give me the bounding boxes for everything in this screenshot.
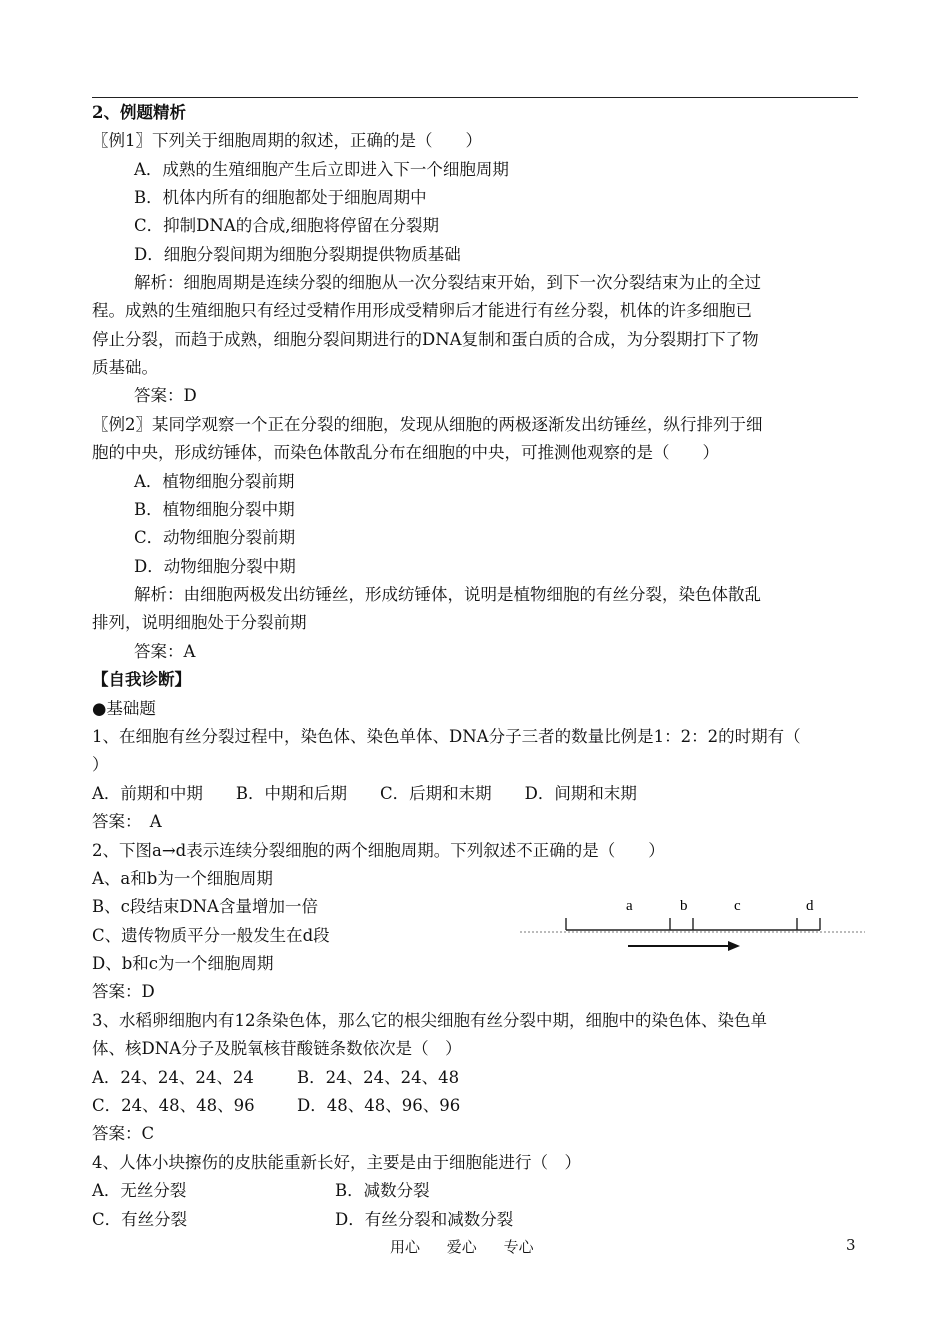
example1-option-d: D．细胞分裂间期为细胞分裂期提供物质基础 — [134, 245, 461, 264]
arrow-head — [728, 941, 740, 951]
q3-option-c: C．24、48、48、96 — [92, 1096, 255, 1115]
q2-question: 2、下图a→d表示连续分裂细胞的两个细胞周期。下列叙述不正确的是（ ） — [92, 841, 665, 860]
example1-option-b: B．机体内所有的细胞都处于细胞周期中 — [134, 188, 427, 207]
footer-text: 爱心 — [446, 1238, 477, 1256]
example1-answer: 答案：D — [134, 386, 197, 405]
example2-question-line: 〖例2〗某同学观察一个正在分裂的细胞，发现从细胞的两极逐渐发出纺锤丝，纵行排列于细 — [92, 415, 763, 434]
q4-option-a: A．无丝分裂 — [92, 1181, 187, 1200]
q4-options-row — [92, 1210, 514, 1230]
footer-text: 用心 — [390, 1238, 421, 1256]
segment-label-b: b — [680, 898, 688, 914]
example1-analysis-line: 解析：细胞周期是连续分裂的细胞从一次分裂结束开始，到下一次分裂结束为止的全过 — [134, 273, 761, 292]
q3-line: 体、核DNA分子及脱氧核苷酸链条数依次是（ ） — [92, 1039, 462, 1058]
example2-option-c: C．动物细胞分裂前期 — [134, 528, 296, 547]
q2-option-c: C、遗传物质平分一般发生在d段 — [92, 926, 330, 945]
example2-option-d: D．动物细胞分裂中期 — [134, 557, 296, 576]
example1-option-a: A．成熟的生殖细胞产生后立即进入下一个细胞周期 — [134, 160, 509, 179]
example1-analysis-line: 程。成熟的生殖细胞只有经过受精作用形成受精卵后才能进行有丝分裂，机体的许多细胞已 — [92, 301, 752, 320]
q3-option-a: A．24、24、24、24 — [92, 1068, 254, 1087]
basic-title: ●基础题 — [92, 699, 156, 718]
q3-options-row — [92, 1068, 460, 1088]
example1-analysis-line: 质基础。 — [92, 358, 158, 377]
example1-option-c: C．抑制DNA的合成,细胞将停留在分裂期 — [134, 216, 439, 235]
example1-question: 〖例1〗下列关于细胞周期的叙述，正确的是（ ） — [92, 131, 482, 150]
example2-analysis-line: 排列，说明细胞处于分裂前期 — [92, 613, 307, 632]
example2-option-a: A．植物细胞分裂前期 — [134, 472, 295, 491]
q2-option-d: D、b和c为一个细胞周期 — [92, 954, 274, 973]
q1-line: 1、在细胞有丝分裂过程中，染色体、染色单体、DNA分子三者的数量比例是1：2：2的时期有（ — [92, 727, 801, 746]
q4-option-c: C．有丝分裂 — [92, 1210, 188, 1229]
q4-option-b: B．减数分裂 — [335, 1181, 430, 1200]
q3-option-d: D．48、48、96、96 — [297, 1096, 461, 1115]
self-diagnosis-title: 【自我诊断】 — [92, 670, 191, 689]
q3-options-row — [92, 1096, 461, 1116]
q4-option-d: D．有丝分裂和减数分裂 — [335, 1210, 514, 1229]
q4-question: 4、人体小块擦伤的皮肤能重新长好，主要是由于细胞能进行（ ） — [92, 1153, 581, 1172]
q2-answer: 答案：D — [92, 982, 155, 1001]
footer-text: 专心 — [503, 1238, 534, 1256]
section-title: 2、例题精析 — [92, 103, 186, 122]
cell-cycle-figure — [520, 890, 865, 960]
segment-label-d: d — [806, 898, 814, 914]
q3-option-b: B．24、24、24、48 — [297, 1068, 460, 1087]
q1-answer: 答案： A — [92, 812, 162, 831]
q2-option-a: A、a和b为一个细胞周期 — [92, 869, 273, 888]
q3-answer: 答案：C — [92, 1124, 155, 1143]
example2-option-b: B．植物细胞分裂中期 — [134, 500, 295, 519]
q4-options-row — [92, 1181, 430, 1201]
example2-answer: 答案：A — [134, 642, 196, 661]
q2-option-b: B、c段结束DNA含量增加一倍 — [92, 897, 318, 916]
segment-label-c: c — [734, 898, 741, 914]
q3-line: 3、水稻卵细胞内有12条染色体，那么它的根尖细胞有丝分裂中期，细胞中的染色体、染色单 — [92, 1011, 767, 1030]
segment-label-a: a — [626, 898, 633, 914]
q1-options: A．前期和中期 B．中期和后期 C．后期和末期 D．间期和末期 — [92, 784, 637, 803]
q1-line: ） — [92, 755, 109, 774]
example1-analysis-line: 停止分裂，而趋于成熟，细胞分裂间期进行的DNA复制和蛋白质的合成，为分裂期打下了物 — [92, 330, 759, 349]
page-number: 3 — [846, 1236, 856, 1254]
example2-analysis-line: 解析：由细胞两极发出纺锤丝，形成纺锤体，说明是植物细胞的有丝分裂，染色体散乱 — [134, 585, 761, 604]
header-rule — [92, 97, 858, 98]
example2-question-line: 胞的中央，形成纺锤体，而染色体散乱分布在细胞的中央，可推测他观察的是（ ） — [92, 443, 719, 462]
page-footer — [390, 1236, 556, 1257]
